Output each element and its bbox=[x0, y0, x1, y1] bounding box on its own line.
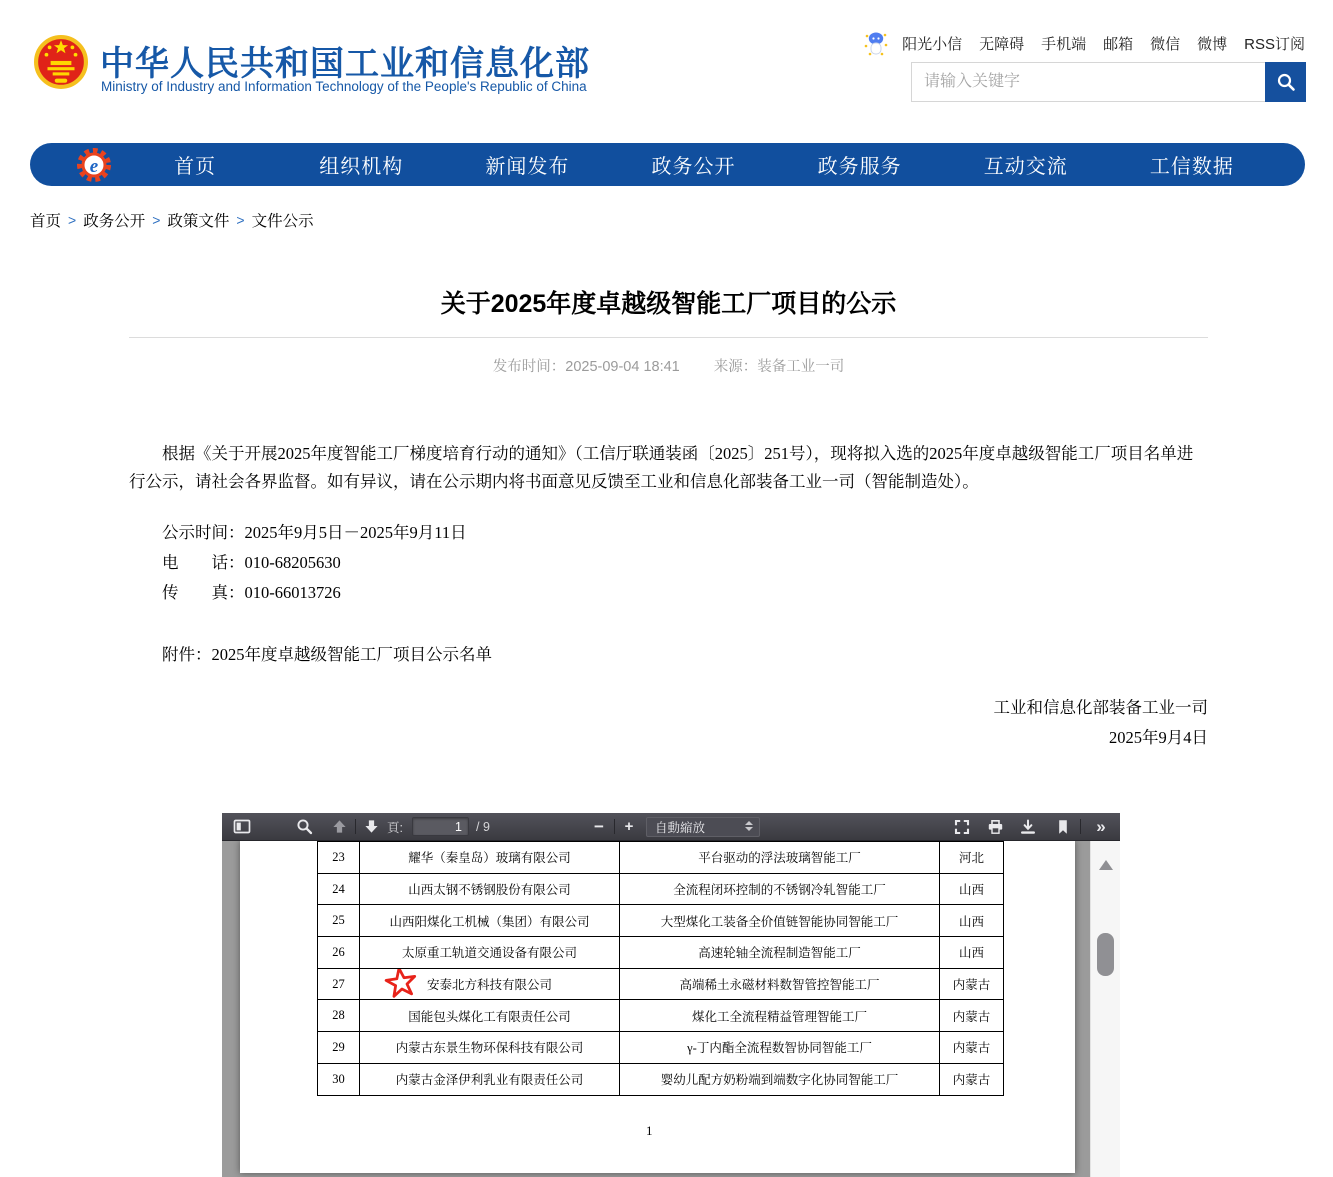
scrollbar-thumb[interactable] bbox=[1097, 933, 1114, 976]
ministry-title: 中华人民共和国工业和信息化部 bbox=[100, 45, 590, 83]
print-button[interactable] bbox=[982, 813, 1008, 840]
table-row bbox=[318, 968, 1003, 1000]
cell-company: 山西阳煤化工机械（集团）有限公司 bbox=[360, 905, 620, 936]
pdf-scrollbar[interactable] bbox=[1090, 841, 1120, 1177]
bookmark-icon bbox=[1056, 819, 1070, 835]
sidebar-toggle-icon bbox=[233, 818, 251, 835]
info-line: 电 话：010-68205630 bbox=[162, 553, 341, 572]
quick-link[interactable]: 微博 bbox=[1197, 36, 1228, 53]
star-annotation-icon bbox=[384, 969, 418, 999]
cell-number: 30 bbox=[318, 1064, 360, 1095]
article-paragraph: 根据《关于开展2025年度智能工厂梯度培育行动的通知》（工信厅联通装函〔2025〕251号），现将拟入选的2025年度卓越级智能工厂项目名单进行公示，请社会各界监督。如有异议，请在公示期内将书面意见反馈至工业和信息化部装备工业一司（智能制造处）。 bbox=[129, 444, 1194, 491]
cell-province: 内蒙古 bbox=[952, 1073, 991, 1088]
cell-company: 内蒙古东景生物环保科技有限公司 bbox=[360, 1032, 620, 1063]
nav-item[interactable]: 政务服务 bbox=[817, 156, 902, 178]
cell-project: 全流程闭环控制的不锈钢冷轧智能工厂 bbox=[620, 874, 940, 905]
page-number-input[interactable] bbox=[412, 817, 469, 836]
article-info-lines bbox=[129, 518, 1208, 608]
svg-text:e: e bbox=[89, 155, 99, 177]
page-total: / 9 bbox=[476, 819, 490, 834]
signature-department: 工业和信息化部装备工业一司 bbox=[993, 698, 1208, 717]
toolbar-divider bbox=[355, 819, 356, 834]
publish-time: 发布时间：2025-09-04 18:41 bbox=[492, 359, 680, 375]
national-emblem-icon bbox=[34, 30, 88, 96]
nav-item[interactable]: 组织机构 bbox=[319, 156, 404, 178]
toolbar-divider bbox=[1080, 819, 1081, 834]
page-up-button[interactable] bbox=[326, 813, 352, 840]
cell-province: 内蒙古 bbox=[952, 1041, 991, 1056]
cell-province: 河北 bbox=[958, 851, 984, 866]
print-icon bbox=[987, 819, 1004, 835]
cell-number: 28 bbox=[318, 1000, 360, 1031]
quick-link[interactable]: 微信 bbox=[1150, 36, 1181, 53]
cell-company: 山西太钢不锈钢股份有限公司 bbox=[360, 874, 620, 905]
table-row bbox=[318, 936, 1003, 968]
title-divider bbox=[129, 337, 1208, 338]
search-button[interactable] bbox=[1265, 62, 1306, 102]
select-arrows-icon bbox=[745, 821, 753, 831]
breadcrumb-item[interactable]: 首页 bbox=[30, 213, 62, 230]
cell-province: 内蒙古 bbox=[952, 978, 991, 993]
breadcrumb-item[interactable]: 政策文件 bbox=[167, 213, 230, 230]
cell-province: 山西 bbox=[958, 883, 984, 898]
cell-number: 26 bbox=[318, 937, 360, 968]
cell-number: 24 bbox=[318, 874, 360, 905]
cell-number: 23 bbox=[318, 842, 360, 873]
pdf-viewport bbox=[222, 841, 1120, 1177]
signature-date: 2025年9月4日 bbox=[1109, 728, 1208, 747]
info-line: 传 真：010-66013726 bbox=[162, 583, 341, 602]
pdf-viewer bbox=[222, 813, 1120, 1177]
cell-project: 大型煤化工装备全价值链智能协同智能工厂 bbox=[620, 905, 940, 936]
cell-company: 太原重工轨道交通设备有限公司 bbox=[360, 937, 620, 968]
scroll-up-arrow-icon[interactable] bbox=[1099, 860, 1113, 870]
signature-block bbox=[129, 693, 1208, 753]
source: 来源：装备工业一司 bbox=[713, 359, 845, 375]
article-meta bbox=[129, 355, 1208, 376]
zoom-select[interactable] bbox=[646, 817, 760, 837]
cell-project: 婴幼儿配方奶粉端到端数字化协同智能工厂 bbox=[620, 1064, 940, 1095]
zoom-select-value: 自動縮放 bbox=[655, 821, 706, 835]
nav-item[interactable]: 首页 bbox=[174, 156, 217, 178]
toolbar-divider bbox=[614, 819, 615, 834]
pdf-page bbox=[240, 841, 1075, 1173]
cell-number: 25 bbox=[318, 905, 360, 936]
cell-project: 高端稀土永磁材料数智管控智能工厂 bbox=[620, 969, 940, 1000]
breadcrumb-separator: > bbox=[68, 212, 77, 228]
cell-project: γ-丁内酯全流程数智协同智能工厂 bbox=[620, 1032, 940, 1063]
table-row bbox=[318, 999, 1003, 1031]
cell-number: 29 bbox=[318, 1032, 360, 1063]
pdf-page-number: 1 bbox=[646, 1123, 653, 1138]
page-up-icon bbox=[332, 819, 347, 834]
quick-link[interactable]: 邮箱 bbox=[1103, 36, 1134, 53]
table-row bbox=[318, 841, 1003, 873]
zoom-out-button[interactable]: − bbox=[594, 816, 604, 836]
nav-item[interactable]: 政务公开 bbox=[651, 156, 736, 178]
table-row bbox=[318, 904, 1003, 936]
cell-province: 内蒙古 bbox=[952, 1009, 991, 1024]
cell-company: 安泰北方科技有限公司 bbox=[360, 969, 620, 1000]
download-button[interactable] bbox=[1015, 813, 1041, 840]
nav-item[interactable]: 工信数据 bbox=[1149, 156, 1234, 178]
page-label: 頁: bbox=[387, 820, 403, 835]
ministry-title-en: Ministry of Industry and Information Technology of the People's Republic of China bbox=[101, 79, 587, 94]
presentation-mode-button[interactable] bbox=[949, 813, 975, 840]
presentation-mode-icon bbox=[954, 819, 970, 835]
quick-link[interactable]: RSS订阅 bbox=[1244, 36, 1305, 53]
find-icon bbox=[296, 818, 313, 835]
page-down-icon bbox=[364, 819, 379, 834]
page-title: 关于2025年度卓越级智能工厂项目的公示 bbox=[440, 290, 897, 318]
cell-project: 平台驱动的浮法玻璃智能工厂 bbox=[620, 842, 940, 873]
breadcrumb-separator: > bbox=[152, 212, 161, 228]
cell-company: 国能包头煤化工有限责任公司 bbox=[360, 1000, 620, 1031]
breadcrumb-item[interactable]: 文件公示 bbox=[251, 213, 314, 230]
more-tools-button[interactable]: » bbox=[1096, 816, 1106, 836]
sidebar-toggle-button[interactable] bbox=[230, 813, 254, 840]
bookmark-button[interactable] bbox=[1051, 813, 1075, 840]
pdf-toolbar bbox=[222, 813, 1120, 841]
quick-link[interactable]: 手机端 bbox=[1041, 36, 1087, 53]
miit-gear-logo-icon bbox=[76, 147, 112, 183]
nav-item[interactable]: 新闻发布 bbox=[485, 156, 570, 178]
table-row bbox=[318, 873, 1003, 905]
download-icon bbox=[1020, 819, 1036, 835]
attachment-line: 附件：2025年度卓越级智能工厂项目公示名单 bbox=[162, 645, 492, 664]
quick-link[interactable]: 阳光小信 bbox=[902, 36, 963, 53]
pdf-table bbox=[317, 841, 1004, 1096]
find-button[interactable] bbox=[292, 813, 316, 840]
breadcrumb-item[interactable]: 政务公开 bbox=[83, 213, 146, 230]
zoom-in-button[interactable]: + bbox=[624, 818, 634, 835]
search-icon bbox=[1276, 72, 1296, 92]
cell-province: 山西 bbox=[958, 914, 984, 929]
cell-number: 27 bbox=[318, 969, 360, 1000]
info-line: 公示时间：2025年9月5日－2025年9月11日 bbox=[162, 523, 467, 542]
quick-link[interactable]: 无障碍 bbox=[979, 36, 1025, 53]
cell-province: 山西 bbox=[958, 946, 984, 961]
table-row bbox=[318, 1031, 1003, 1063]
article bbox=[129, 0, 1208, 810]
table-row bbox=[318, 1063, 1003, 1095]
nav-item[interactable]: 互动交流 bbox=[983, 156, 1068, 178]
cell-company: 内蒙古金泽伊利乳业有限责任公司 bbox=[360, 1064, 620, 1095]
cell-project: 煤化工全流程精益管理智能工厂 bbox=[620, 1000, 940, 1031]
breadcrumb-separator: > bbox=[236, 212, 245, 228]
cell-project: 高速轮轴全流程制造智能工厂 bbox=[620, 937, 940, 968]
page-down-button[interactable] bbox=[358, 813, 384, 840]
cell-company: 耀华（秦皇岛）玻璃有限公司 bbox=[360, 842, 620, 873]
